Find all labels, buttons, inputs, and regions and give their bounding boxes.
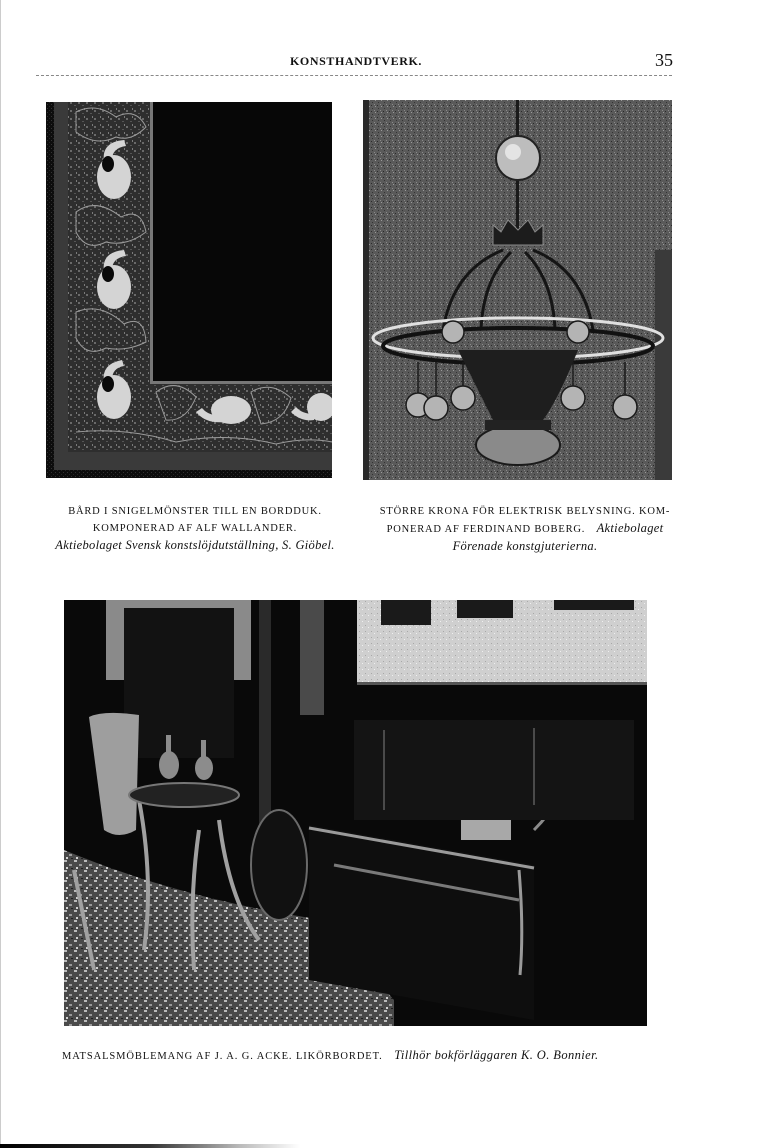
caption-credit: Förenade konstgjuterierna. <box>452 539 598 553</box>
caption-dining-furniture <box>62 1048 662 1063</box>
caption-line: PONERAD AF FERDINAND BOBERG. <box>386 524 586 535</box>
caption-chandelier <box>360 503 690 555</box>
caption-line: KOMPONERAD AF ALF WALLANDER. <box>92 523 298 534</box>
caption-credit: Tillhör bokförläggaren K. O. Bonnier. <box>394 1048 599 1062</box>
border-pattern-illustration <box>46 102 332 478</box>
plate-dining-furniture <box>64 600 647 1026</box>
caption-main: MATSALSMÖBLEMANG AF J. A. G. ACKE. LIKÖRBORDET. <box>62 1051 383 1062</box>
chandelier-illustration <box>363 100 672 480</box>
scan-edge-bottom <box>0 1144 300 1148</box>
dining-furniture-illustration <box>64 600 647 1026</box>
caption-line: STÖRRE KRONA FÖR ELEKTRISK BELYSNING. KOM- <box>379 506 671 517</box>
caption-line: BÅRD I SNIGELMÖNSTER TILL EN BORDDUK. <box>68 506 322 517</box>
scan-edge-left <box>0 0 1 1148</box>
caption-credit: Aktiebolaget Svensk konstslöjdutställning, S. Giöbel. <box>55 538 335 552</box>
caption-border-pattern <box>30 503 360 555</box>
caption-credit-inline: Aktiebolaget <box>596 521 664 535</box>
plate-border-pattern <box>46 102 332 478</box>
running-title: KONSTHANDTVERK. <box>290 54 423 68</box>
running-head <box>0 52 760 72</box>
page-number: 35 <box>655 50 673 70</box>
header-rule <box>36 75 672 76</box>
plate-chandelier <box>363 100 672 480</box>
